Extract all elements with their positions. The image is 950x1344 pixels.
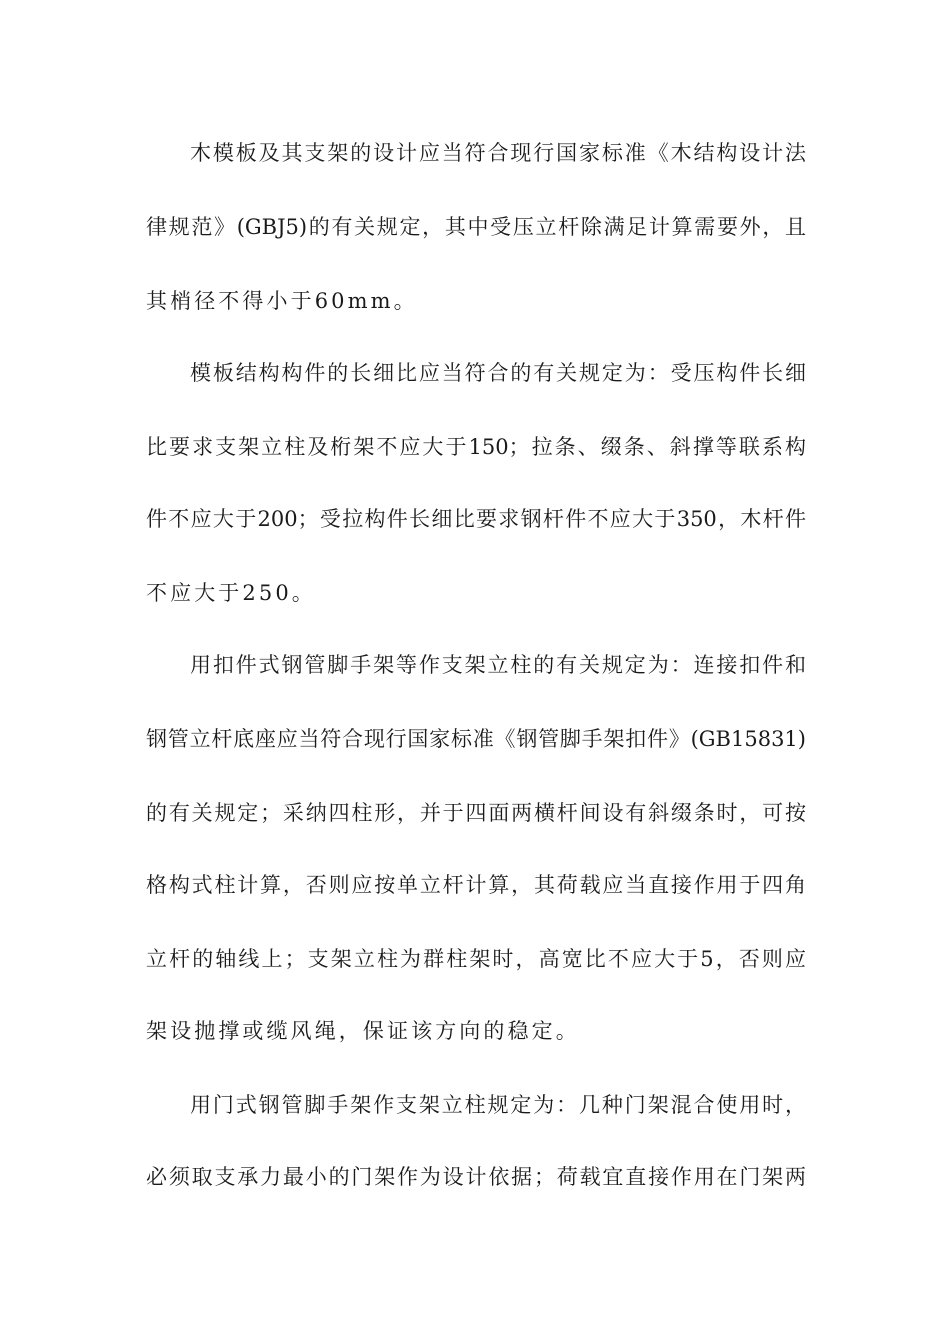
paragraph-2-line-1: 模板结构构件的长细比应当符合的有关规定为：受压构件长细 bbox=[190, 361, 806, 385]
paragraph-3-line-2: 钢管立杆底座应当符合现行国家标准《钢管脚手架扣件》(GB15831) bbox=[146, 727, 806, 751]
paragraph-3-line-1: 用扣件式钢管脚手架等作支架立柱的有关规定为：连接扣件和 bbox=[190, 653, 806, 677]
paragraph-3-line-6: 架设抛撑或缆风绳，保证该方向的稳定。 bbox=[146, 1019, 580, 1043]
paragraph-3-line-4: 格构式柱计算，否则应按单立杆计算，其荷载应当直接作用于四角 bbox=[146, 873, 806, 897]
paragraph-2-line-4: 不应大于250。 bbox=[146, 581, 316, 605]
paragraph-4-line-2: 必须取支承力最小的门架作为设计依据；荷载宜直接作用在门架两 bbox=[146, 1165, 806, 1189]
paragraph-1-line-3: 其梢径不得小于60mm。 bbox=[146, 289, 418, 313]
paragraph-4-line-1: 用门式钢管脚手架作支架立柱规定为：几种门架混合使用时， bbox=[190, 1093, 806, 1117]
paragraph-2-line-2: 比要求支架立柱及桁架不应大于150；拉条、缀条、斜撑等联系构 bbox=[146, 435, 806, 459]
paragraph-2-line-3: 件不应大于200；受拉构件长细比要求钢杆件不应大于350，木杆件 bbox=[146, 507, 806, 531]
paragraph-3-line-5: 立杆的轴线上；支架立柱为群柱架时，高宽比不应大于5，否则应 bbox=[146, 947, 806, 971]
paragraph-3-line-3: 的有关规定；采纳四柱形，并于四面两横杆间设有斜缀条时，可按 bbox=[146, 801, 806, 825]
paragraph-1-line-2: 律规范》(GBJ5)的有关规定，其中受压立杆除满足计算需要外，且 bbox=[146, 215, 806, 239]
paragraph-1-line-1: 木模板及其支架的设计应当符合现行国家标准《木结构设计法 bbox=[190, 141, 806, 165]
